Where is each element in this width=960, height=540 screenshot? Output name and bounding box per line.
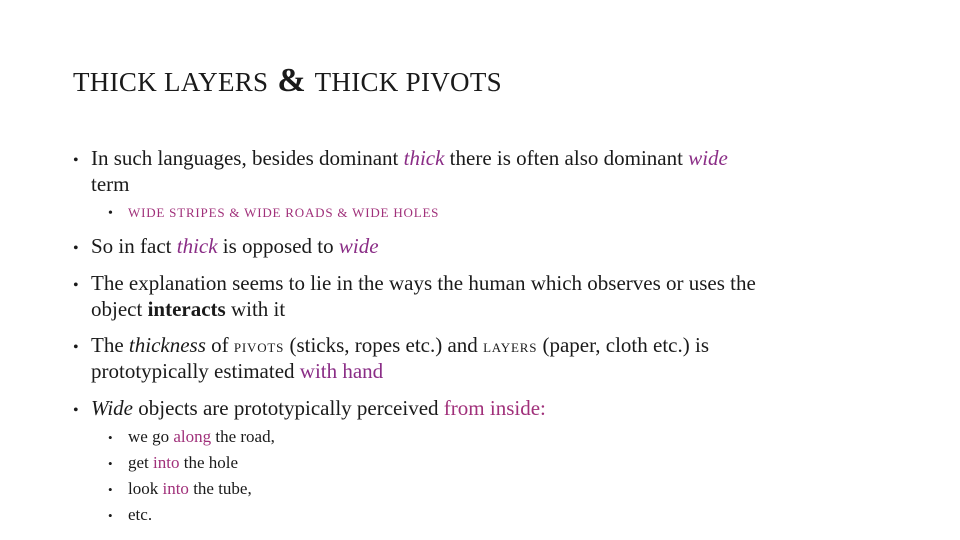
bullet-4-continuation [91, 359, 383, 384]
bullet-dot: • [108, 482, 113, 497]
bullet-dot: • [108, 206, 113, 221]
sub-bullet-wide [108, 204, 439, 222]
bullet-1-thick: thick [403, 146, 450, 170]
sub-item-1-post: the road, [211, 427, 275, 446]
bullet-5-from-inside: from inside: [443, 396, 546, 420]
bullet-4-cont-pre: prototypically estimated [91, 359, 300, 383]
sub-item-2 [108, 453, 238, 473]
sub-item-1-pre: we go [128, 427, 174, 446]
bullet-dot: • [108, 430, 113, 445]
sub-item-3 [108, 479, 252, 499]
bullet-2 [73, 234, 379, 259]
sub-item-3-hi: into [162, 479, 189, 498]
bullet-1-wide: wide [688, 146, 728, 170]
sub-item-3-post: the tube, [188, 479, 252, 498]
bullet-4-text: The [91, 333, 129, 357]
title-ampersand: & [277, 62, 307, 99]
bullet-4-thickness: thickness [128, 333, 212, 357]
bullet-1-mid: there is often also dominant [449, 146, 689, 170]
bullet-4-with-hand: with hand [299, 359, 384, 383]
title-part1: THICK LAYERS [73, 67, 276, 97]
bullet-1-text: In such languages, besides dominant [91, 146, 404, 170]
bullet-3-cont-post: with it [225, 297, 286, 321]
bullet-4-layers: LAYERS [483, 340, 538, 355]
bullet-1-cont-text: term [91, 172, 130, 196]
bullet-4 [73, 333, 709, 358]
bullet-dot: • [108, 456, 113, 471]
bullet-4-pivots: PIVOTS [233, 340, 285, 355]
bullet-2-mid: is opposed to [222, 234, 339, 258]
sub-item-3-pre: look [128, 479, 163, 498]
sub-item-2-post: the hole [179, 453, 239, 472]
bullet-3-interacts: interacts [147, 297, 226, 321]
bullet-3-cont-pre: object [91, 297, 148, 321]
sub-item-1-hi: along [173, 427, 212, 446]
bullet-dot: • [73, 240, 79, 257]
sub-item-4-pre: etc. [128, 505, 153, 524]
title-part2: THICK PIVOTS [308, 67, 502, 97]
bullet-dot: • [73, 402, 79, 419]
bullet-3 [73, 271, 756, 296]
bullet-4-mid2: (sticks, ropes etc.) and [284, 333, 484, 357]
bullet-3-text: The explanation seems to lie in the ways the human which observes or uses the [91, 271, 756, 295]
bullet-dot: • [73, 152, 79, 169]
sub-item-2-pre: get [128, 453, 154, 472]
bullet-2-thick: thick [176, 234, 223, 258]
bullet-dot: • [108, 508, 113, 523]
bullet-1-continuation [91, 172, 129, 197]
sub-item-1 [108, 427, 275, 447]
bullet-2-text: So in fact [91, 234, 177, 258]
bullet-4-post: (paper, cloth etc.) is [537, 333, 709, 357]
bullet-5-text: objects are prototypically perceived [138, 396, 444, 420]
sub-item-2-hi: into [153, 453, 180, 472]
bullet-5-wide: Wide [91, 396, 139, 420]
bullet-3-continuation [91, 297, 285, 322]
bullet-5 [73, 396, 546, 421]
sub-item-4 [108, 505, 152, 525]
bullet-dot: • [73, 339, 79, 356]
bullet-2-wide: wide [338, 234, 379, 258]
bullet-1 [73, 146, 728, 171]
bullet-4-mid1: of [211, 333, 234, 357]
bullet-dot: • [73, 277, 79, 294]
slide-title [73, 62, 502, 100]
sub-bullet-wide-text: WIDE STRIPES & WIDE ROADS & WIDE HOLES [128, 205, 440, 220]
